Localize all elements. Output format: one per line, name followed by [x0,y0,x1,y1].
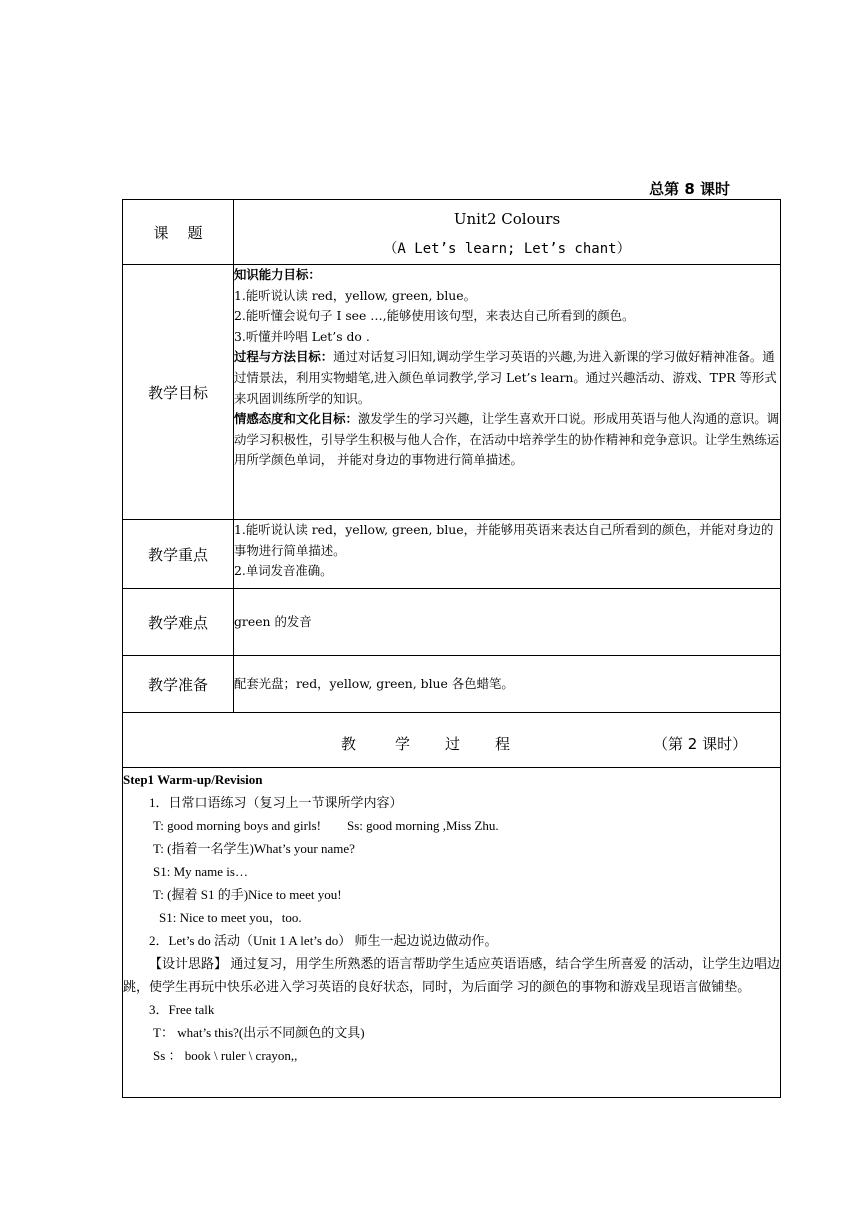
unit-title: Unit2 Colours [453,210,561,228]
steps-cell [123,768,781,1098]
knowledge-item-2: 2.能听懂会说句子 I see …,能够使用该句型，来表达自己所看到的颜色。 [234,308,635,324]
key-points-cell [234,520,781,589]
process-header-row [123,713,781,768]
step-line-9: T： what’s this?(出示不同颜色的文具) [153,1025,365,1040]
process-header-cell [123,713,781,768]
step-line-3: T: (指着一名学生)What’s your name? [153,841,355,856]
preparation-cell [234,656,781,713]
difficulty-label: 教学难点 [123,589,234,656]
design-idea: 【设计思路】 通过复习，用学生所熟悉的语言帮助学生适应英语语感，结合学生所喜爱 的活动，让学生边唱边跳，使学生再玩中快乐必进入学习英语的良好状态，同时，为后面学 习的颜色的事物和游戏呈现语言做铺垫。 [123,956,780,994]
emotion-heading: 情感态度和文化目标： [234,411,358,427]
preparation-label: 教学准备 [123,656,234,713]
lesson-plan-table [122,199,781,1098]
lesson-period: （第 2 课时） [653,735,748,753]
knowledge-heading: 知识能力目标： [234,267,321,282]
preparation-text: 配套光盘；red，yellow, green, blue 各色蜡笔。 [234,675,514,691]
objectives-cell [234,265,781,520]
knowledge-item-3: 3.听懂并吟唱 Let’s do . [234,328,370,344]
step-line-8: 3．Free talk [149,1002,215,1017]
process-word-1: 教 [341,735,357,753]
process-heading: 过程与方法目标： [234,349,334,365]
process-objective [234,347,780,409]
process-text: 通过对话复习旧知,调动学生学习英语的兴趣,为进入新课的学习做好精神准备。通过情景法，利用实物蜡笔,进入颜色单词教学,学习 Let’s learn。通过兴趣活动、游戏、TPR 等形式来巩固训练所学的知识。 [234,349,777,406]
difficulty-cell [234,589,781,656]
step-line-7: 2．Let’s do 活动（Unit 1 A let’s do） 师生一起边说边做动作。 [149,933,498,948]
difficulty-text: green 的发音 [234,613,312,629]
key-point-2: 2.单词发音准确。 [234,563,333,579]
preparation-row [123,656,781,713]
step-line-2 [123,814,780,837]
difficulty-row [123,589,781,656]
steps-row [123,768,781,1098]
teacher-greeting: T: good morning boys and girls! [153,818,321,833]
objectives-row [123,265,781,520]
process-word-3: 过 [445,735,461,753]
key-point-1: 1.能听说认读 red，yellow, green, blue，并能够用英语来表达自己所看到的颜色，并能对身边的事物进行简单描述。 [234,522,774,558]
step-line-5: T: (握着 S1 的手)Nice to meet you! [153,887,342,902]
step-line-1: 1．日常口语练习（复习上一节课所学内容） [149,795,403,810]
unit-subtitle: （A Let’s learn; Let’s chant） [383,241,631,257]
step-line-6: S1: Nice to meet you，too. [159,910,302,925]
emotion-text: 激发学生的学习兴趣，让学生喜欢开口说。形成用英语与他人沟通的意识。调动学习积极性，引导学生积极与他人合作，在活动中培养学生的协作精神和竞争意识。让学生熟练运用所学颜色单词， 并能对身边的事物进行简单描述。 [234,411,780,468]
step1-heading: Step1 Warm-up/Revision [123,772,263,787]
objectives-label: 教学目标 [123,265,234,520]
total-lesson-number: 总第 8 课时 [649,180,730,198]
knowledge-item-1: 1.能听说认读 red，yellow, green, blue。 [234,287,476,303]
process-word-2: 学 [395,735,411,753]
emotion-objective [234,409,780,471]
students-greeting: Ss: good morning ,Miss Zhu. [346,818,499,833]
key-points-row [123,520,781,589]
key-points-label: 教学重点 [123,520,234,589]
topic-label: 课 题 [123,200,234,265]
step-line-10: Ss ： book \ ruler \ crayon,, [153,1048,298,1063]
process-word-4: 程 [495,735,511,753]
topic-cell [234,200,781,265]
step-line-4: S1: My name is… [153,864,248,879]
topic-row [123,200,781,265]
